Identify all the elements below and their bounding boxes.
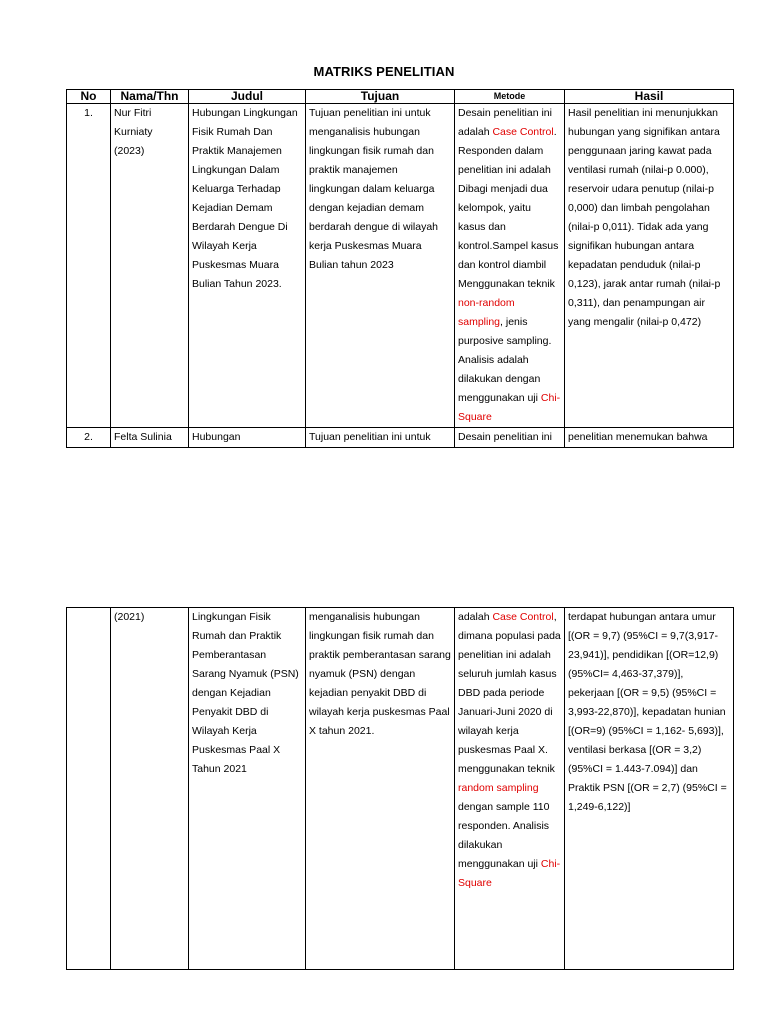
metode-highlight: Chi-Square <box>458 858 561 889</box>
metode-text: , jenis purposive sampling. Analisis adalah dilakukan dengan menggunakan uji <box>458 316 552 404</box>
metode-highlight: random sampling <box>458 782 539 794</box>
cell-tujuan: menganalisis hubungan lingkungan fisik rumah dan praktik pemberantasan sarang nyamuk (PSN) dengan kejadian penyakit DBD di wilayah kerja puskesmas Paal X tahun 2021. <box>306 608 455 970</box>
cell-nama: (2021) <box>111 608 189 970</box>
cell-hasil: terdapat hubungan antara umur [(OR = 9,7) (95%CI = 9,7(3,917-23,941)], pendidikan [(OR=12,9) (95%CI= 4,463-37,379)], pekerjaan [(OR = 9,5) (95%CI = 3,993-22,870)], kepadatan hunian [(OR=9) (95%CI = 1,162- 5,693)], ventilasi berkasa [(OR = 3,2) (95%CI = 1.443-7.094)] dan Praktik PSN [(OR = 2,7) (95%CI = 1,249-6,122)] <box>565 608 734 970</box>
metode-highlight: non-random sampling <box>458 297 515 328</box>
metode-highlight: Chi-Square <box>458 392 561 423</box>
cell-no: 2. <box>67 428 111 448</box>
cell-metode <box>455 104 565 428</box>
cell-metode: Desain penelitian ini <box>455 428 565 448</box>
table-header-row <box>67 90 734 104</box>
research-matrix-table <box>66 89 734 448</box>
metode-text: . Responden dalam penelitian ini adalah Dibagi menjadi dua kelompok, yaitu kasus dan kontrol.Sampel kasus dan kontrol diambil Menggunakan teknik <box>458 126 559 290</box>
metode-highlight: Case Control <box>492 611 554 623</box>
cell-nama: Nur Fitri Kurniaty (2023) <box>111 104 189 428</box>
cell-nama: Felta Sulinia <box>111 428 189 448</box>
metode-text: dengan sample 110 responden. Analisis dilakukan menggunakan uji <box>458 801 550 870</box>
header-hasil: Hasil <box>565 90 734 104</box>
page-title: MATRIKS PENELITIAN <box>313 64 455 79</box>
header-metode: Metode <box>455 90 565 104</box>
header-nama: Nama/Thn <box>111 90 189 104</box>
table-row <box>67 608 734 970</box>
metode-text: , dimana populasi pada penelitian ini adalah seluruh jumlah kasus DBD pada periode Januari-Juni 2020 di wilayah kerja puskesmas Paal X. menggunakan teknik <box>458 611 561 775</box>
cell-no: 1. <box>67 104 111 428</box>
cell-tujuan: Tujuan penelitian ini untuk <box>306 428 455 448</box>
metode-text: Desain penelitian ini adalah <box>458 107 552 138</box>
research-matrix-table-continued <box>66 607 734 970</box>
header-tujuan: Tujuan <box>306 90 455 104</box>
table-row <box>67 104 734 428</box>
cell-judul: Hubungan <box>189 428 306 448</box>
metode-text: adalah <box>458 611 493 623</box>
header-no: No <box>67 90 111 104</box>
cell-tujuan: Tujuan penelitian ini untuk menganalisis hubungan lingkungan fisik rumah dan praktik manajemen lingkungan dalam keluarga dengan kejadian demam berdarah dengue di wilayah kerja Puskesmas Muara Bulian tahun 2023 <box>306 104 455 428</box>
cell-hasil: Hasil penelitian ini menunjukkan hubungan yang signifikan antara penggunaan jaring kawat pada ventilasi rumah (nilai-p 0.000), reservoir udara penutup (nilai-p 0,000) dan limbah pengolahan (nilai-p 0,011). Tidak ada yang signifikan hubungan antara kepadatan penduduk (nilai-p 0,123), jarak antar rumah (nilai-p 0,311), dan penampungan air yang mengalir (nilai-p 0,472) <box>565 104 734 428</box>
metode-highlight: Case Control <box>492 126 554 138</box>
cell-metode <box>455 608 565 970</box>
cell-judul: Lingkungan Fisik Rumah dan Praktik Pemberantasan Sarang Nyamuk (PSN) dengan Kejadian Penyakit DBD di Wilayah Kerja Puskesmas Paal X Tahun 2021 <box>189 608 306 970</box>
table-row <box>67 428 734 448</box>
header-judul: Judul <box>189 90 306 104</box>
cell-judul: Hubungan Lingkungan Fisik Rumah Dan Praktik Manajemen Lingkungan Dalam Keluarga Terhadap Kejadian Demam Berdarah Dengue Di Wilayah Kerja Puskesmas Muara Bulian Tahun 2023. <box>189 104 306 428</box>
cell-hasil: penelitian menemukan bahwa <box>565 428 734 448</box>
cell-no <box>67 608 111 970</box>
